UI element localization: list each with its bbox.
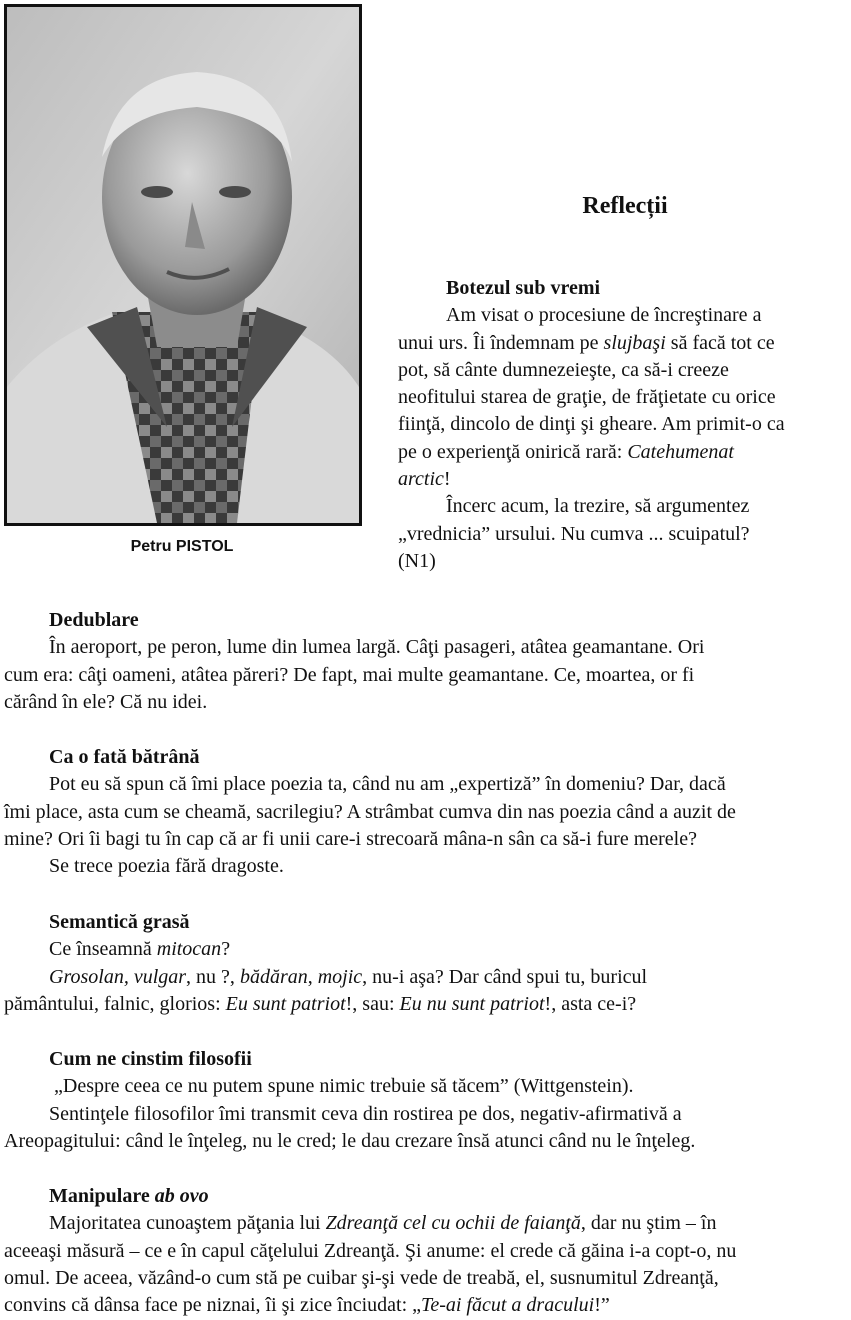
text-run: !, sau: [345,992,400,1015]
text-line: (N1) [398,549,436,572]
section-heading: Dedublare [49,609,139,631]
section-dedublare [4,607,849,716]
text-line: „Despre ceea ce nu putem spune nimic trebuie să tăcem” (Wittgenstein). [49,1075,634,1098]
text-run: Majoritatea cunoaştem păţania lui [49,1212,326,1235]
text-line: îmi place, asta cum se cheamă, sacrilegiu? A strâmbat cumva din nas poezia când a auzit de [4,800,736,823]
section-heading: Botezul sub vremi [446,277,601,299]
text-run: Ce înseamnă [49,938,157,961]
text-line: Se trece poezia fără dragoste. [49,855,284,878]
text-line [4,1292,849,1319]
text-line: neofitului starea de graţie, de frăţietate cu orice [398,386,776,409]
section-botezul [398,275,845,575]
text-line: Am visat o procesiune de încreştinare a [446,304,762,327]
text-line: aceeaşi măsură – ce e în capul căţelului Zdreanţă. Şi anume: el crede că găina i-a copt-o, nu [4,1239,737,1262]
section-heading [49,1183,849,1210]
text-line: pot, să cânte dumnezeieşte, ca să-i creeze [398,358,729,381]
text-line: fiinţă, dincolo de dinţi şi gheare. Am primit-o ca [398,413,785,436]
text-line [4,991,849,1018]
section-heading: Cum ne cinstim filosofii [49,1048,252,1070]
section-heading: Semantică grasă [49,911,190,933]
photo-caption: Petru PISTOL [130,538,234,555]
heading-italic-run: ab ovo [154,1185,209,1207]
italic-run: Te-ai făcut a dracului [421,1294,595,1317]
italic-run: bădăran [239,965,308,988]
text-line: Sentinţele filosofilor îmi transmit ceva din rostirea pe dos, negativ-afirmativă a [49,1102,682,1125]
text-run: !” [594,1294,610,1317]
italic-run: Eu sunt patriot [225,992,346,1015]
italic-run: mitocan [156,938,222,961]
section-fata-batrana [4,744,849,880]
text-line: În aeroport, pe peron, lume din lumea largă. Câţi pasageri, atâtea geamantane. Ori [49,636,705,659]
text-run: , dar nu ştim – în [580,1212,717,1235]
section-filosofi [4,1046,849,1155]
section-heading: Ca o fată bătrână [49,746,200,768]
text-line: cum era: câţi oameni, atâtea păreri? De fapt, mai multe geamantane. Ce, moartea, or fi [4,663,695,686]
text-line: mine? Ori îi bagi tu în cap că ar fi unii care-i strecoară mâna-n sân ca să-i fure merele? [4,827,697,850]
italic-run: Catehumenat [627,440,734,463]
author-portrait-photo [4,4,362,526]
text-run: !, asta ce-i? [544,992,637,1015]
text-run: pe o experienţă onirică rară: [398,440,628,463]
italic-run: arctic [398,468,444,491]
text-run: să facă tot ce [665,331,775,354]
text-run: unui urs. Îi îndemnam pe [398,331,604,354]
paragraph [398,302,845,493]
text-line [398,330,845,357]
text-line: omul. De aceea, văzând-o cum stă pe cuibar şi-şi vede de treabă, el, susnumitul Zdreanţă, [4,1266,719,1289]
text-run: ! [443,468,451,491]
text-line [4,964,849,991]
italic-run: Grosolan, vulgar [49,965,187,988]
text-run: , nu-i aşa? Dar când spui tu, buricul [362,965,648,988]
section-manipulare [4,1183,849,1319]
text-run: convins că dânsa face pe niznai, îi şi zice înciudat: „ [4,1294,422,1317]
text-line [398,439,845,466]
text-line: Areopagitului: când le înţeleg, nu le cred; le dau crezare însă atunci când nu le înţeleg. [4,1129,696,1152]
text-line: Încerc acum, la trezire, să argumentez [446,495,750,518]
text-line [398,466,845,493]
text-line [4,1210,849,1237]
text-run: ? [221,938,231,961]
section-semantica [4,909,849,1018]
italic-run: Eu nu sunt patriot [399,992,545,1015]
text-run: , nu ?, [186,965,240,988]
italic-run: mojic [317,965,363,988]
text-run: , [307,965,318,988]
text-line [4,936,849,963]
italic-run: slujbaşi [603,331,666,354]
paragraph [398,493,845,575]
italic-run: Zdreanţă cel cu ochii de faianţă [325,1212,581,1235]
page-title: Reflecții [582,193,668,219]
text-run: pământului, falnic, glorios: [4,992,226,1015]
text-line: „vrednicia” ursului. Nu cumva ... scuipatul? [398,522,750,545]
portrait-illustration [7,7,359,523]
text-line: Pot eu să spun că îmi place poezia ta, când nu am „expertiză” în domeniu? Dar, dacă [49,773,726,796]
text-line: cărând în ele? Că nu idei. [4,690,208,713]
heading-run: Manipulare [49,1185,155,1207]
